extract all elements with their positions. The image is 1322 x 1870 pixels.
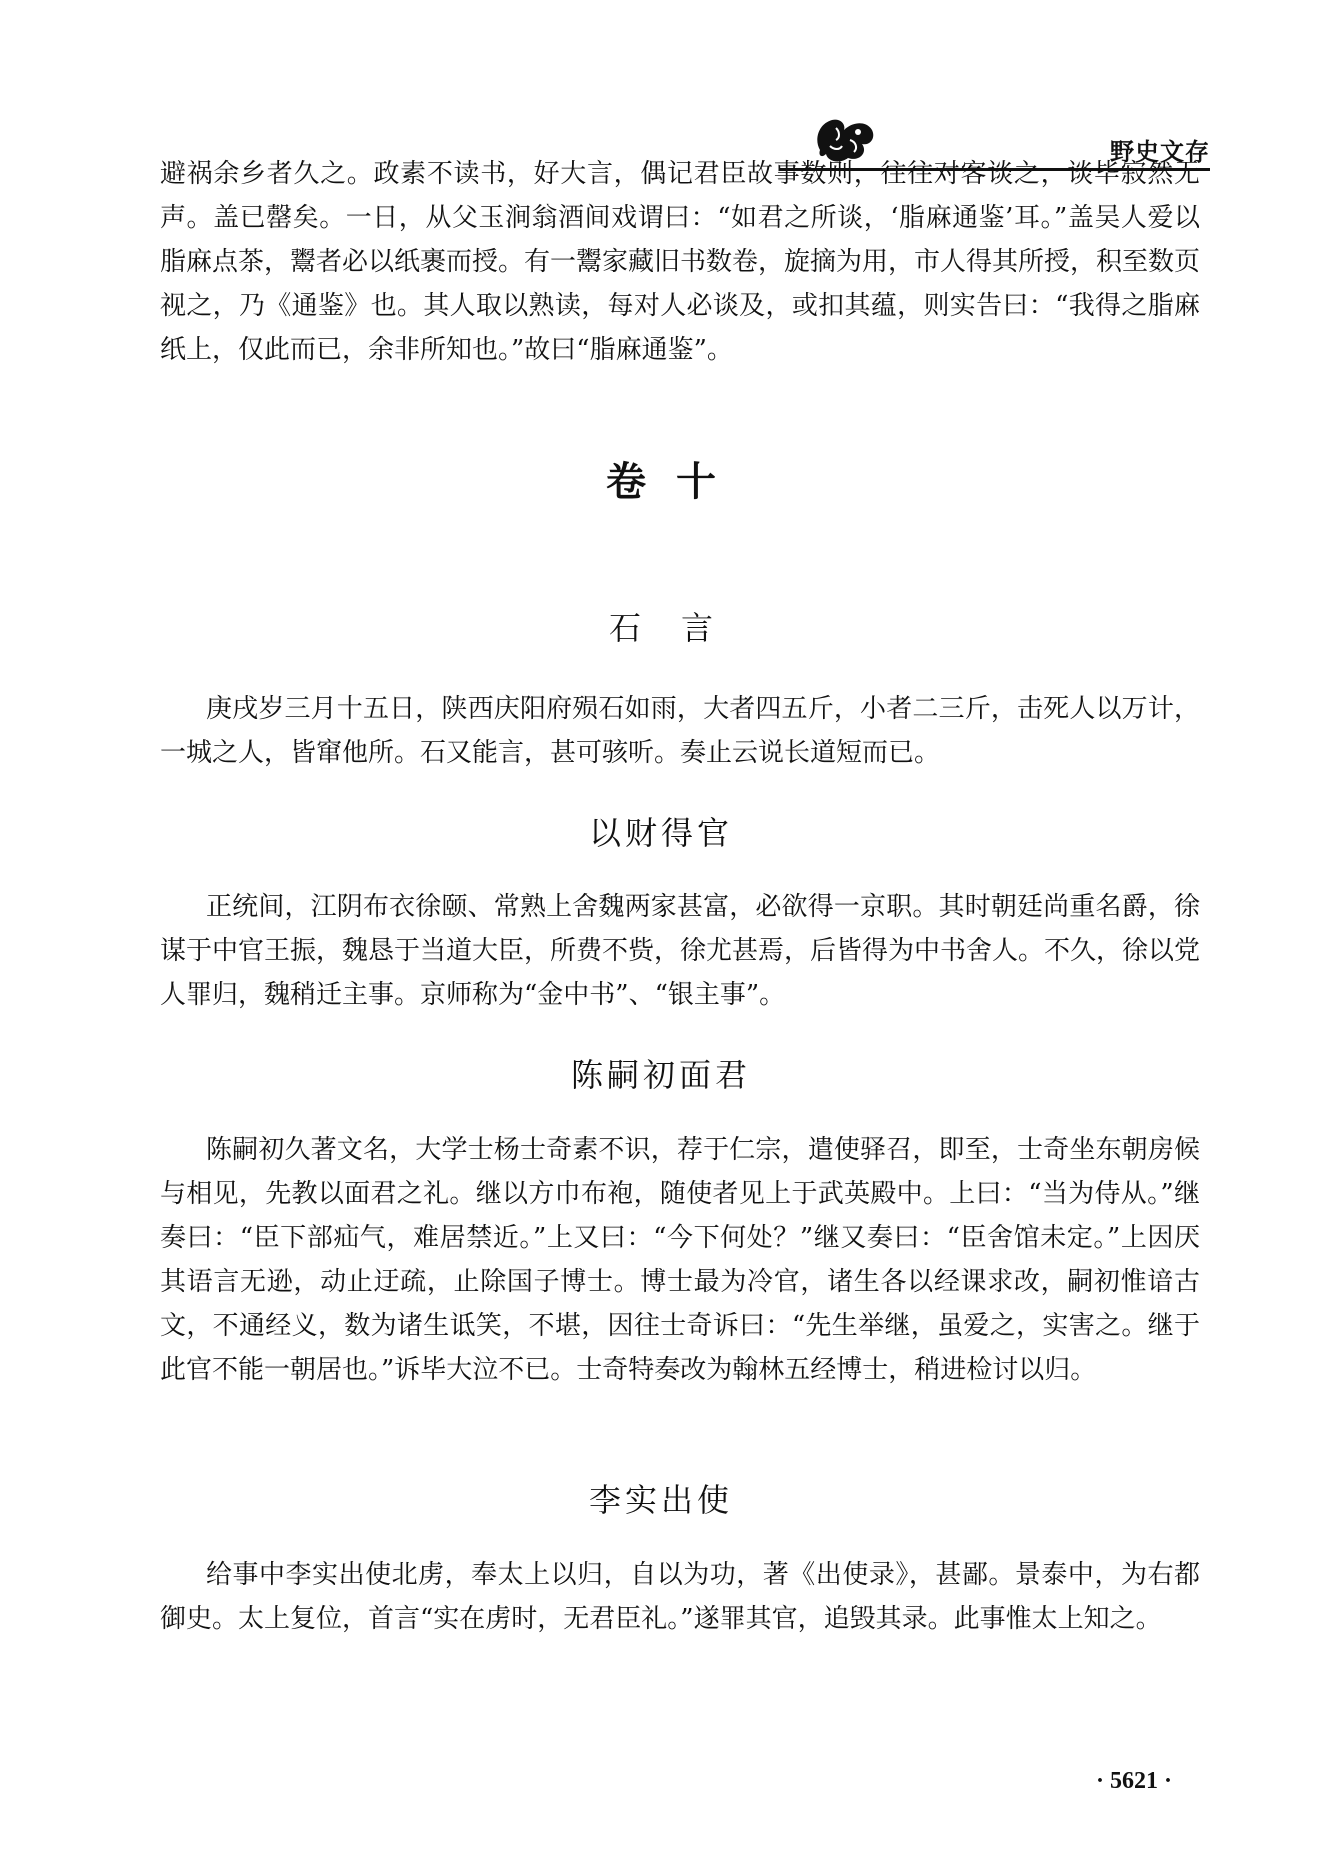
section-title-shiyan: 石言 <box>608 609 753 647</box>
section-body-shiyan: 庚戌岁三月十五日，陕西庆阳府殒石如雨，大者四五斤，小者二三斤，击死人以万计，一城之人，皆窜他所。石又能言，甚可骇听。奏止云说长道短而已。 <box>160 694 1200 768</box>
series-title: 野史文存 <box>1110 138 1210 166</box>
section-body-chensichumianjun: 陈嗣初久著文名，大学士杨士奇素不识，荐于仁宗，遣使驿召，即至，士奇坐东朝房候与相见，先教以面君之礼。继以方巾布袍，随使者见上于武英殿中。上曰：“当为侍从。”继奏曰：“臣下部疝气，难居禁近。”上又曰：“今下何处？”继又奏曰：“臣舍馆未定。”上因厌其语言无逊，动止迂疏，止除国子博士。博士最为冷官，诸生各以经课求改，嗣初惟谙古文，不通经义，数为诸生诋笑，不堪，因往士奇诉曰：“先生举继，虽爱之，实害之。继于此官不能一朝居也。”诉毕大泣不已。士奇特奏改为翰林五经博士，稍进检讨以归。 <box>160 1135 1200 1385</box>
section-body-yicaideguan: 正统间，江阴布衣徐颐、常熟上舍魏两家甚富，必欲得一京职。其时朝廷尚重名爵，徐谋于中官王振，魏恳于当道大臣，所费不赀，徐尤甚焉，后皆得为中书舍人。不久，徐以党人罪归，魏稍迁主事。京师称为“金中书”、“银主事”。 <box>160 892 1201 1010</box>
volume-title: 卷十 <box>606 459 746 505</box>
section-title-yicaideguan: 以财得官 <box>588 814 733 852</box>
section-title-lishichushi: 李实出使 <box>588 1481 733 1519</box>
section-title-chensichumianjun: 陈嗣初面君 <box>570 1056 751 1094</box>
page-number: · 5621 · <box>1095 1768 1172 1794</box>
section-body-lishichushi: 给事中李实出使北虏，奉太上以归，自以为功，著《出使录》，甚鄙。景泰中，为右都御史。太上复位，首言“实在虏时，无君臣礼。”遂罪其官，追毁其录。此事惟太上知之。 <box>160 1560 1200 1634</box>
continued-paragraph: 避祸余乡者久之。政素不读书，好大言，偶记君臣故事数则，往往对客谈之，谈毕寂然无声。盖已罄矣。一日，从父玉涧翁酒间戏谓曰：“如君之所谈，‘脂麻通鉴’耳。”盖吴人爱以脂麻点茶，鬻者必以纸裹而授。有一鬻家藏旧书数卷，旋摘为用，市人得其所授，积至数页视之，乃《通鉴》也。其人取以熟读，每对人必谈及，或扣其蕴，则实告曰：“我得之脂麻纸上，仅此而已，余非所知也。”故曰“脂麻通鉴”。 <box>160 159 1201 365</box>
